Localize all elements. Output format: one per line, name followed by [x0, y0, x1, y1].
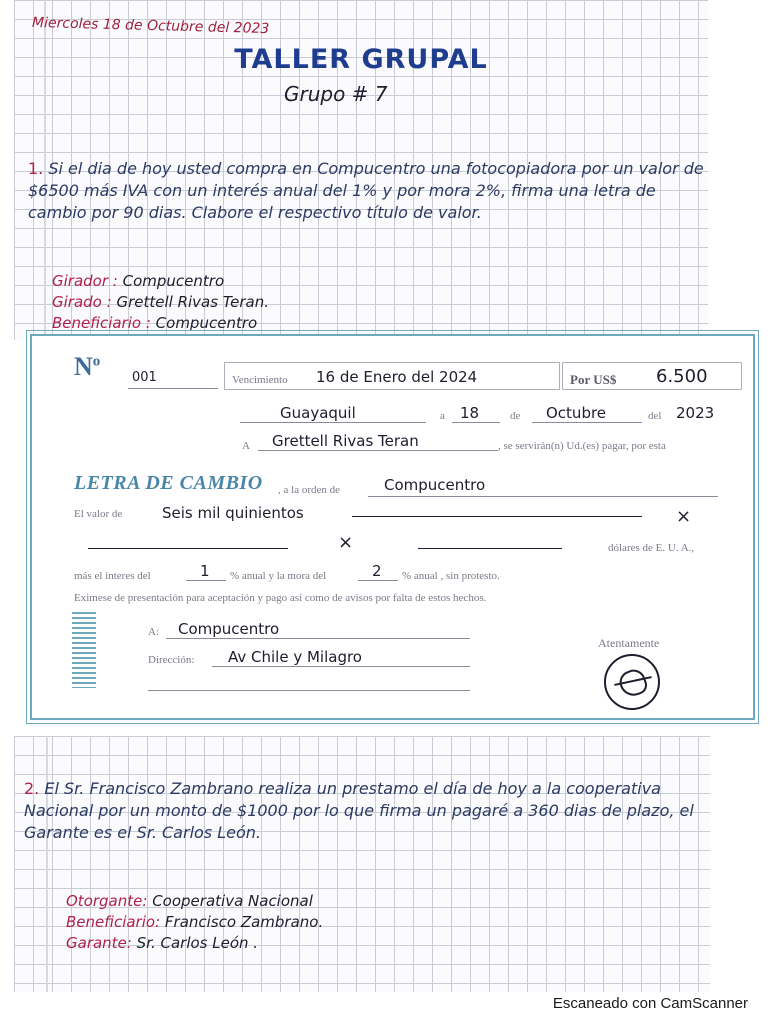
del-label: del — [648, 410, 662, 422]
question-2-number: 2. — [24, 779, 40, 798]
question-1-number: 1. — [28, 159, 44, 178]
letra-de-cambio-form — [30, 334, 755, 720]
garante-line — [66, 934, 258, 953]
interes-prefix: más el interes del — [74, 570, 151, 582]
interes-value: 1 — [200, 562, 210, 580]
valor-strike-line-2 — [88, 548, 288, 549]
a2-rule — [166, 638, 470, 639]
payer-a-label: A — [242, 440, 250, 452]
eximese-text: Eximese de presentación para aceptación y pago así como de avisos por falta de estos hechos. — [74, 592, 487, 604]
payer-rule — [258, 450, 498, 451]
interes-mid: % anual y la mora del — [230, 570, 327, 582]
payer-suffix: , se servirán(n) Ud.(es) pagar, por esta — [498, 440, 666, 452]
interes-rule — [186, 580, 226, 581]
beneficiario2-line — [66, 913, 323, 932]
garante-value: Sr. Carlos León . — [136, 934, 259, 952]
girado-value: Grettell Rivas Teran. — [116, 293, 269, 311]
question-1 — [28, 158, 708, 224]
month-rule — [532, 422, 642, 423]
extra-rule — [148, 690, 470, 691]
notebook-page-bottom — [14, 736, 710, 992]
year-value: 2023 — [676, 404, 715, 422]
a-label: a — [440, 410, 445, 422]
otorgante-value: Cooperativa Nacional — [152, 892, 313, 910]
letra-title: LETRA DE CAMBIO — [74, 472, 263, 494]
interes-suffix: % anual , sin protesto. — [402, 570, 500, 582]
city-rule — [240, 422, 426, 423]
girado-line — [52, 293, 269, 312]
garante-label: Garante: — [66, 934, 132, 952]
stamp-stripes — [72, 612, 96, 688]
mora-value: 2 — [372, 562, 382, 580]
valor-strike-line-3 — [418, 548, 562, 549]
signature-mark — [604, 654, 660, 710]
valor-strike-line — [352, 516, 642, 517]
atentamente-label: Atentamente — [598, 636, 660, 650]
valor-value: Seis mil quinientos — [162, 504, 304, 522]
cross-mark-1: × — [676, 506, 692, 527]
margin-line-bottom — [46, 736, 48, 992]
day-value: 18 — [460, 404, 480, 422]
a2-value: Compucentro — [178, 620, 280, 638]
otorgante-line — [66, 892, 313, 911]
direccion-rule — [212, 666, 470, 667]
vencimiento-label: Vencimiento — [232, 374, 288, 386]
date-line: Miercoles 18 de Octubre del 2023 — [31, 14, 270, 38]
beneficiario-label: Beneficiario : — [52, 314, 151, 332]
girador-label: Girador : — [52, 272, 118, 290]
valor-label: El valor de — [74, 508, 123, 520]
orden-value: Compucentro — [384, 476, 486, 494]
letter-number: 001 — [132, 370, 157, 385]
amount-value: 6.500 — [656, 366, 708, 387]
dolares-label: dólares de E. U. A., — [608, 542, 695, 554]
camscanner-watermark: Escaneado con CamScanner — [552, 995, 748, 1012]
girador-value: Compucentro — [122, 272, 225, 290]
beneficiario-value: Compucentro — [155, 314, 258, 332]
group-label: Grupo # 7 — [284, 82, 388, 106]
cross-mark-2: × — [338, 532, 354, 553]
city-value: Guayaquil — [280, 404, 356, 422]
vencimiento-value: 16 de Enero del 2024 — [316, 368, 478, 386]
direccion-value: Av Chile y Milagro — [228, 648, 362, 666]
payer-value: Grettell Rivas Teran — [272, 432, 419, 450]
girador-line — [52, 272, 224, 291]
girado-label: Girado : — [52, 293, 112, 311]
notebook-page-top — [14, 0, 708, 340]
beneficiario-line — [52, 314, 257, 333]
page-title: TALLER GRUPAL — [234, 44, 488, 75]
orden-label: , a la orden de — [278, 484, 340, 496]
a2-label: A: — [148, 626, 159, 638]
number-rule — [128, 388, 218, 389]
beneficiario2-label: Beneficiario: — [66, 913, 161, 931]
beneficiario2-value: Francisco Zambrano. — [164, 913, 324, 931]
question-2 — [24, 778, 694, 844]
day-rule — [452, 422, 500, 423]
direccion-label: Dirección: — [148, 654, 195, 666]
otorgante-label: Otorgante: — [66, 892, 148, 910]
number-label: $N^o$ — [74, 352, 101, 381]
question-2-text: El Sr. Francisco Zambrano realiza un prestamo el día de hoy a la cooperativa Nacional por un monto de $1000 por lo que firma un pagaré a 360 dias de plazo, el Garante es el Sr. Carlos León. — [24, 779, 694, 842]
month-value: Octubre — [546, 404, 607, 422]
de-label: de — [510, 410, 521, 422]
question-1-text: Si el dia de hoy usted compra en Compucentro una fotocopiadora por un valor de $6500 más IVA con un interés anual del 1% y por mora 2%, firma una letra de cambio por 90 dias. Clabore el respectivo título de valor. — [28, 159, 704, 222]
orden-rule — [368, 496, 718, 497]
mora-rule — [358, 580, 398, 581]
por-usd-label: Por US$ — [570, 372, 617, 387]
